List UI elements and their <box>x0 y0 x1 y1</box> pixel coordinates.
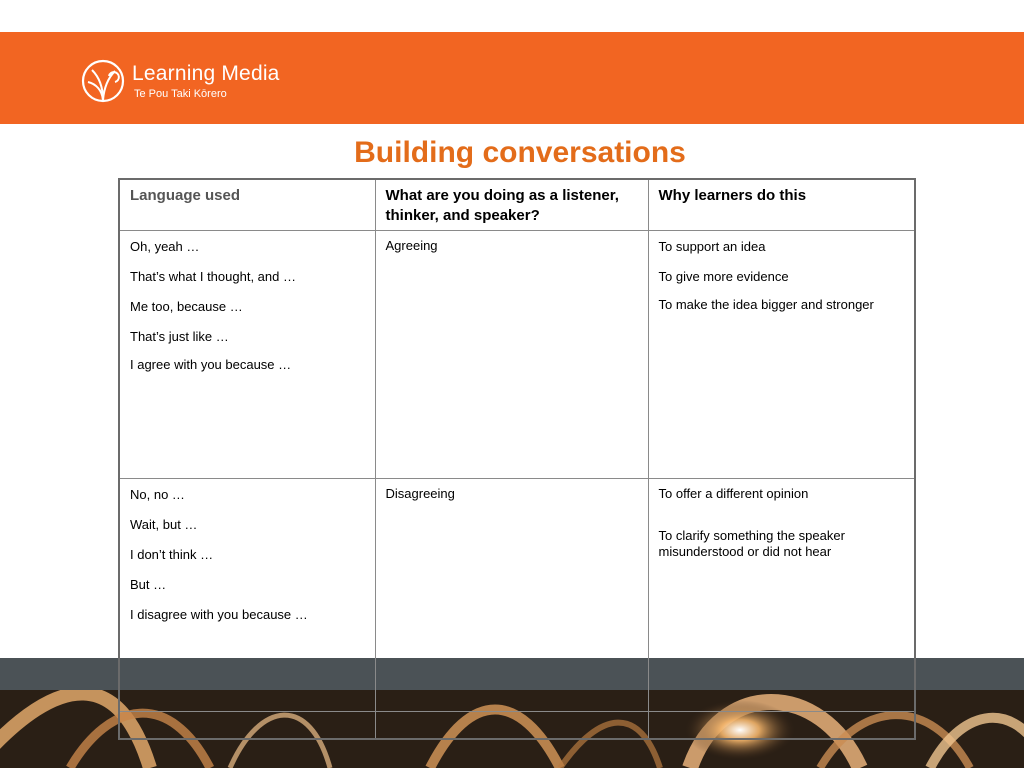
action-label: Disagreeing <box>385 485 455 501</box>
header-language-used: Language used <box>130 187 241 204</box>
reason: To support an idea <box>658 238 766 254</box>
empty-cell <box>648 712 915 739</box>
header-cell <box>648 179 915 230</box>
page-title: Building conversations <box>354 136 686 169</box>
phrases-cell <box>119 230 375 478</box>
phrase: I don’t think … <box>130 546 214 562</box>
header-why-learners: Why learners do this <box>658 187 807 204</box>
logo-tagline: Te Pou Taki Kōrero <box>134 88 227 100</box>
phrase: Me too, because … <box>130 298 243 314</box>
action-cell <box>375 230 648 478</box>
reason: To clarify something the speaker misunderstood or did not hear <box>658 527 845 559</box>
action-label: Agreeing <box>385 237 438 253</box>
reason: To offer a different opinion <box>658 485 809 501</box>
phrase: But … <box>130 576 167 592</box>
reasons-cell <box>648 230 915 478</box>
table-row <box>119 478 915 712</box>
phrase: That’s what I thought, and … <box>130 268 296 284</box>
learning-media-logo <box>80 58 300 104</box>
empty-table-row <box>119 712 915 739</box>
phrase: I agree with you because … <box>130 356 292 372</box>
conversation-table <box>118 178 916 740</box>
reasons-cell <box>648 478 915 712</box>
empty-cell <box>119 712 375 739</box>
reason: To make the idea bigger and stronger <box>658 296 874 312</box>
phrase: That’s just like … <box>130 328 229 344</box>
action-cell <box>375 478 648 712</box>
phrase: Wait, but … <box>130 516 198 532</box>
header-cell <box>119 179 375 230</box>
phrase: No, no … <box>130 486 185 502</box>
phrase: I disagree with you because … <box>130 606 308 622</box>
empty-cell <box>375 712 648 739</box>
table-row <box>119 230 915 478</box>
header-cell <box>375 179 648 230</box>
table-header-row <box>119 179 915 230</box>
phrases-cell <box>119 478 375 712</box>
reason: To give more evidence <box>658 268 789 284</box>
phrase: Oh, yeah … <box>130 238 200 254</box>
fern-logo-icon <box>80 58 126 104</box>
logo-name: Learning Media <box>132 62 280 85</box>
header-what-doing: What are you doing as a listener, thinker, and speaker? <box>385 187 619 224</box>
